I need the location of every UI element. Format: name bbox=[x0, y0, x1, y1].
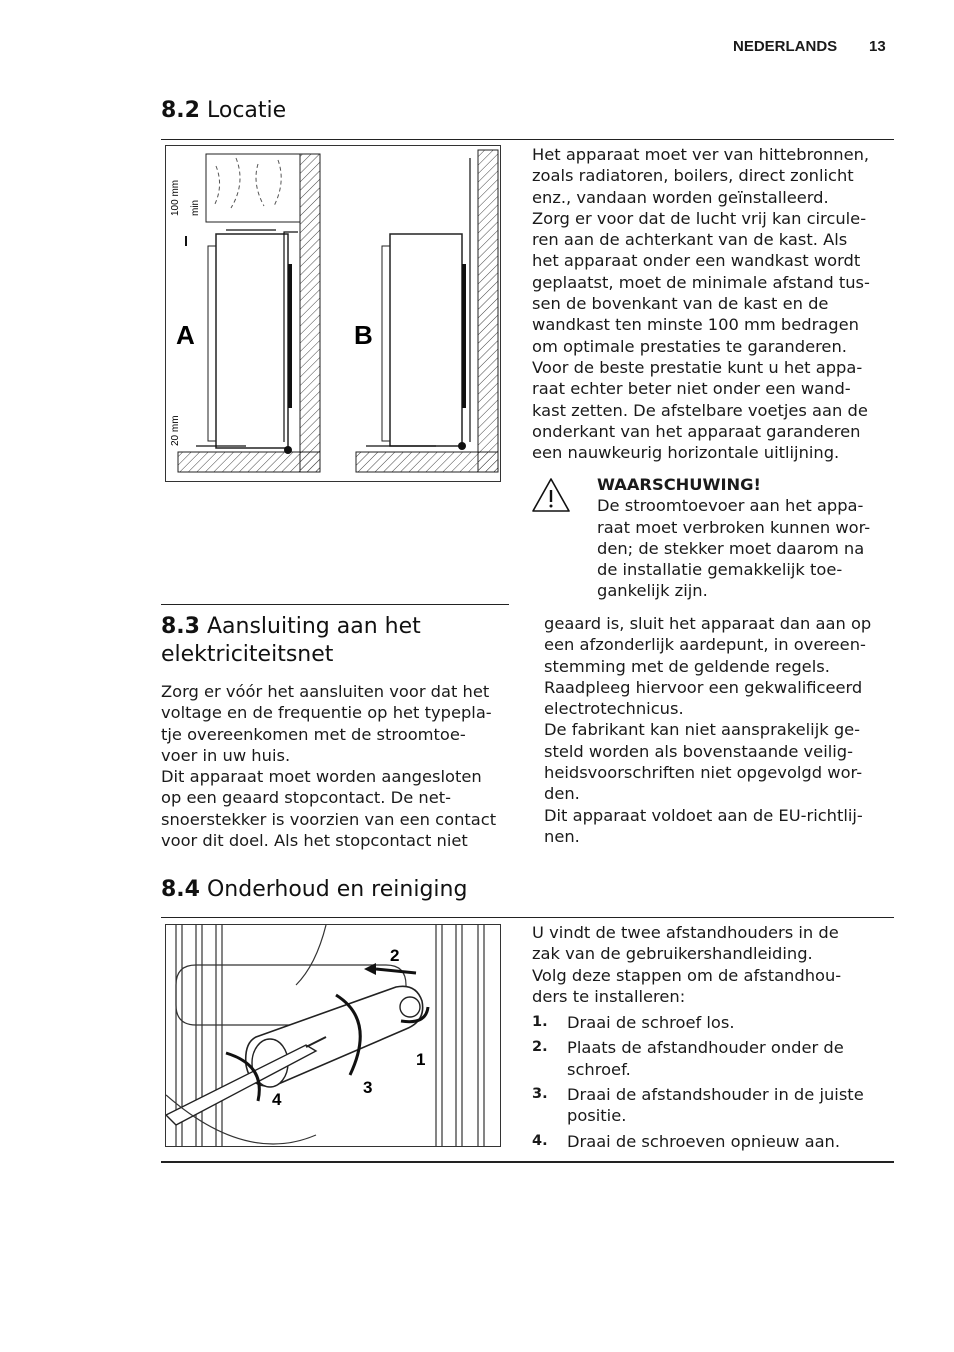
divider bbox=[161, 139, 894, 140]
paragraph-line: een nauwkeurig horizontale uitlijning. bbox=[532, 443, 840, 463]
paragraph-line: den. bbox=[544, 784, 580, 804]
paragraph-line: tje overeenkomen met de stroomtoe- bbox=[161, 724, 466, 744]
clearance-diagram bbox=[166, 146, 500, 481]
warning-line: gankelijk zijn. bbox=[597, 581, 708, 601]
list-item bbox=[532, 1037, 894, 1080]
section-8-3-right bbox=[544, 613, 894, 847]
paragraph-line: kast zetten. De afstelbare voetjes aan de bbox=[532, 400, 868, 420]
spacer-diagram bbox=[166, 925, 500, 1146]
paragraph-line: Het apparaat moet ver van hittebronnen, bbox=[532, 145, 870, 164]
step-text: Draai de schroeven opnieuw aan. bbox=[567, 1131, 841, 1151]
paragraph-line: ders te installeren: bbox=[532, 986, 686, 1006]
section-8-2-body bbox=[532, 144, 894, 463]
paragraph-line: Dit apparaat moet worden aangesloten bbox=[161, 767, 482, 787]
paragraph-line: stemming met de geldende regels. bbox=[544, 656, 830, 676]
dim-top-label: 100 mm bbox=[170, 179, 181, 216]
warning-triangle-icon bbox=[530, 476, 572, 514]
paragraph-line: steld worden als bovenstaande veilig- bbox=[544, 741, 853, 761]
paragraph-line: zoals radiatoren, boilers, direct zonlicht bbox=[532, 166, 854, 186]
paragraph-line: een afzonderlijk aardepunt, in overeen- bbox=[544, 635, 866, 655]
paragraph-line: geaard is, sluit het apparaat dan aan op bbox=[544, 614, 872, 633]
paragraph-line: zak van de gebruikershandleiding. bbox=[532, 944, 813, 964]
paragraph-line: U vindt de twee afstandhouders in de bbox=[532, 923, 839, 942]
section-8-2-heading bbox=[161, 98, 286, 123]
paragraph-line: ren aan de achterkant van de kast. Als bbox=[532, 230, 848, 250]
paragraph-line: het apparaat onder een wandkast wordt bbox=[532, 251, 861, 271]
paragraph-line: nen. bbox=[544, 826, 580, 846]
step-label-2: 2 bbox=[390, 946, 400, 965]
paragraph-line: op een geaard stopcontact. De net- bbox=[161, 788, 451, 808]
step-label-4: 4 bbox=[272, 1090, 282, 1109]
divider bbox=[161, 917, 894, 918]
installation-clearance-figure bbox=[165, 145, 501, 482]
paragraph-line: sen de bovenkant van de kast en de bbox=[532, 294, 829, 314]
step-number: 4. bbox=[532, 1132, 548, 1149]
figure-label-a: A bbox=[176, 320, 195, 350]
step-text: positie. bbox=[567, 1106, 627, 1126]
section-8-4-heading bbox=[161, 877, 467, 902]
paragraph-line: onderkant van het apparaat garanderen bbox=[532, 421, 861, 441]
step-number: 3. bbox=[532, 1086, 548, 1103]
step-text: schroef. bbox=[567, 1059, 631, 1079]
header-language: NEDERLANDS bbox=[733, 38, 838, 55]
paragraph-line: geplaatst, moet de minimale afstand tus- bbox=[532, 272, 870, 292]
paragraph-line: voer in uw huis. bbox=[161, 745, 291, 765]
paragraph-line: Zorg er voor dat de lucht vrij kan circule- bbox=[532, 208, 867, 228]
section-8-3-left bbox=[161, 681, 511, 851]
section-8-3-heading bbox=[161, 613, 421, 669]
paragraph-line: Voor de beste prestatie kunt u het appa- bbox=[532, 357, 863, 377]
paragraph-line: raat echter beter niet onder een wand- bbox=[532, 379, 851, 399]
section-8-4-body bbox=[532, 922, 894, 1156]
paragraph-line: De fabrikant kan niet aansprakelijk ge- bbox=[544, 720, 861, 740]
dim-top-min-label: min bbox=[190, 199, 201, 216]
paragraph-line: voor dit doel. Als het stopcontact niet bbox=[161, 831, 468, 851]
list-item bbox=[532, 1012, 894, 1033]
section-title: Locatie bbox=[206, 98, 287, 123]
section-number: 8.3 bbox=[161, 614, 200, 639]
warning-line: den; de stekker moet daarom na bbox=[597, 538, 865, 558]
dim-bottom-label: 20 mm bbox=[170, 415, 181, 446]
spacer-installation-figure bbox=[165, 924, 501, 1147]
page-number: 13 bbox=[869, 38, 886, 55]
section-title-line1: Aansluiting aan het bbox=[206, 614, 421, 639]
section-title-line2: elektriciteitsnet bbox=[161, 642, 334, 667]
paragraph-line: snoerstekker is voorzien van een contact bbox=[161, 809, 497, 829]
list-item bbox=[532, 1131, 894, 1152]
step-number: 2. bbox=[532, 1039, 548, 1056]
installation-steps-list bbox=[532, 1012, 894, 1152]
paragraph-line: om optimale prestaties te garanderen. bbox=[532, 336, 847, 356]
paragraph-line: Zorg er vóór het aansluiten voor dat het bbox=[161, 682, 490, 701]
paragraph-line: Dit apparaat voldoet aan de EU-richtlij- bbox=[544, 805, 863, 825]
warning-line: de installatie gemakkelijk toe- bbox=[597, 560, 843, 580]
step-text: Draai de schroef los. bbox=[567, 1013, 735, 1033]
warning-line: De stroomtoevoer aan het appa- bbox=[597, 496, 864, 516]
step-label-3: 3 bbox=[363, 1078, 373, 1097]
warning-line: raat moet verbroken kunnen wor- bbox=[597, 517, 871, 537]
list-item bbox=[532, 1084, 894, 1127]
paragraph-line: heidsvoorschriften niet opgevolgd wor- bbox=[544, 763, 863, 783]
bottom-divider bbox=[161, 1161, 894, 1163]
step-number: 1. bbox=[532, 1014, 548, 1031]
paragraph-line: enz., vandaan worden geïnstalleerd. bbox=[532, 187, 829, 207]
step-label-1: 1 bbox=[416, 1050, 426, 1069]
section-title: Onderhoud en reiniging bbox=[206, 877, 468, 902]
paragraph-line: Raadpleeg hiervoor een gekwalificeerd bbox=[544, 677, 863, 697]
section-number: 8.2 bbox=[161, 98, 200, 123]
paragraph-line: Volg deze stappen om de afstandhou- bbox=[532, 965, 842, 985]
section-number: 8.4 bbox=[161, 877, 200, 902]
step-text: Plaats de afstandhouder onder de bbox=[567, 1038, 844, 1058]
divider bbox=[161, 604, 509, 605]
warning-title: WAARSCHUWING! bbox=[597, 475, 761, 494]
warning-block bbox=[597, 474, 897, 602]
step-text: Draai de afstandshouder in de juiste bbox=[567, 1085, 864, 1105]
figure-label-b: B bbox=[354, 320, 373, 350]
paragraph-line: electrotechnicus. bbox=[544, 699, 684, 719]
paragraph-line: voltage en de frequentie op het typepla- bbox=[161, 703, 492, 723]
paragraph-line: wandkast ten minste 100 mm bedragen bbox=[532, 315, 859, 335]
